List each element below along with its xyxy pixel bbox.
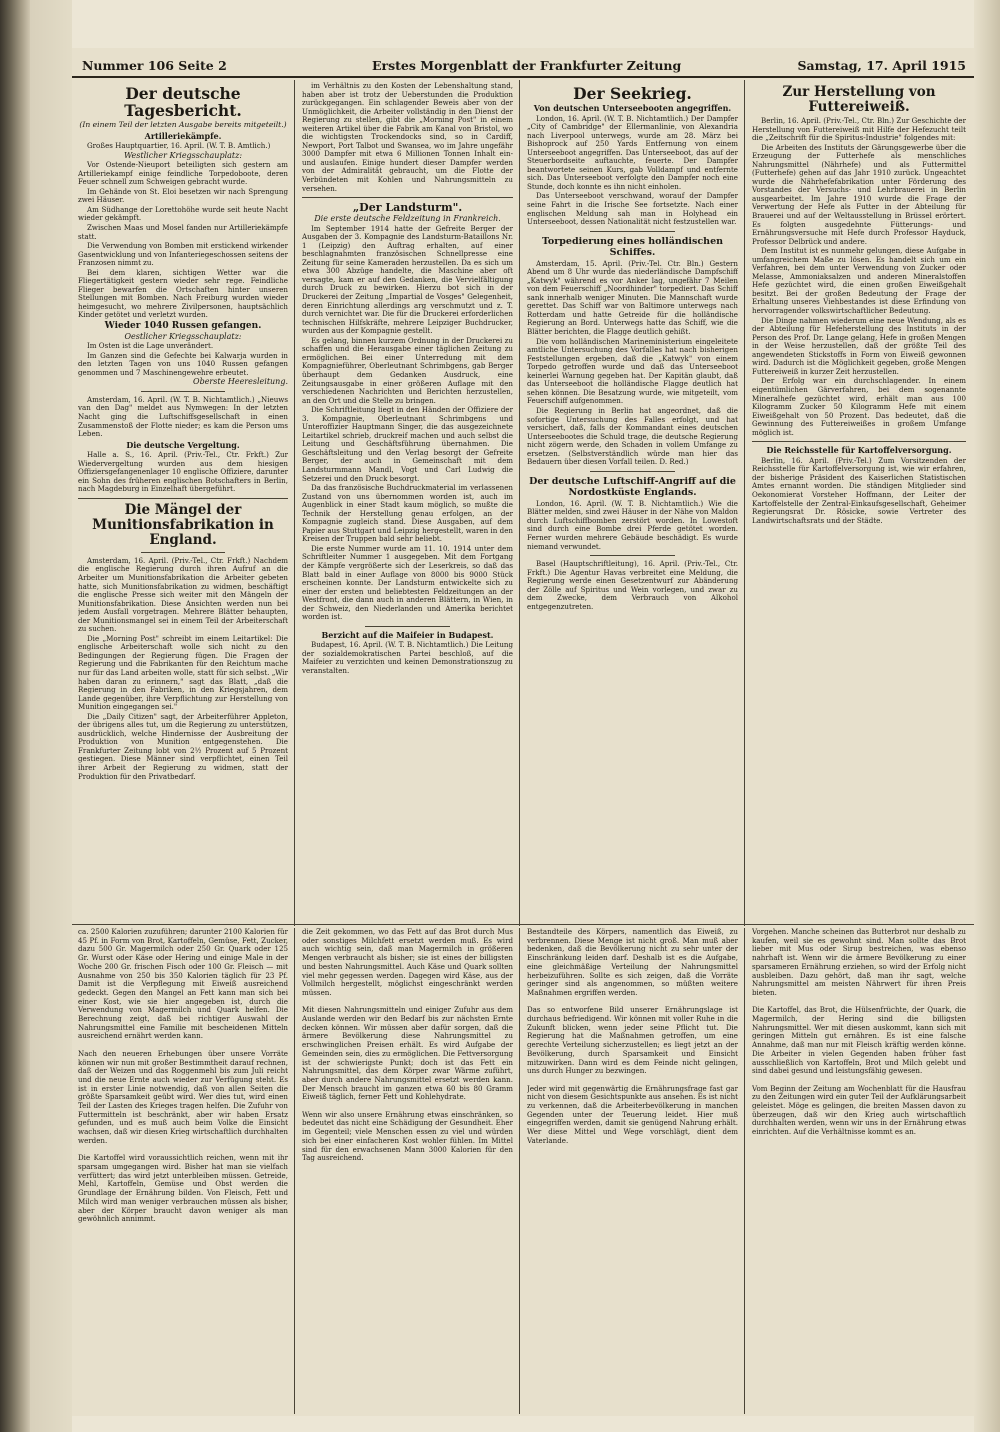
paragraph: Amsterdam, 15. April. (Priv.-Tel. Ctr. Bln.) Gestern Abend um 8 Uhr wurde das niederländische Dampfschiff „Katwyk" während es vor Anker lag, ungefähr 7 Meilen von dem Feuerschiff „Noordhinder" torpediert. Das Schiff sank innerhalb weniger Minuten. Die Mannschaft wurde gerettet. Das Schiff war von Baltimore unterwegs nach Rotterdam und hatte Getreide für die holländische Regierung an Bord. Unterwegs hatte das Schiff, wie die Blätter berichten, die Flagge deutlich gehißt.: [527, 258, 738, 337]
masthead: [72, 56, 974, 76]
paragraph: Budapest, 16. April. (W. T. B. Nichtamtlich.) Die Leitung der sozialdemokratischen Partei beschloß, auf die Maifeier zu verzichten und keinen Demonstrationszug zu veranstalten.: [302, 640, 513, 675]
paragraph: Bei dem klaren, sichtigen Wetter war die Fliegertätigkeit gestern wieder sehr rege. Feindliche Flieger bewarfen die Ortschaften hinter unseren Stellungen mit Bomben. Nach Freiburg wurden wieder heimgesucht, wo mehrere Zivilpersonen, hauptsächlich Kinder getötet und verletzt wurden.: [78, 267, 288, 320]
paragraph: Berlin, 16. April. (Priv.-Tel., Ctr. Bln.) Zur Geschichte der Herstellung von Futtereiweiß mit Hilfe der Hefezucht teilt die „Zeitschrift für die Spiritus-Industrie" folgendes mit:: [752, 116, 966, 143]
subheading: Der deutsche Luftschiff-Angriff auf die Nordostküste Englands.: [529, 475, 736, 498]
paragraph: Dem Institut ist es nunmehr gelungen, diese Aufgabe in umfangreichem Maße zu lösen. Es handelt sich um ein Verfahren, bei dem unter Verwendung von Zucker oder Melasse, Ammoniaksalzen und anderen Mineralstoffen Hefe gezüchtet wird, die einen großen Eiweißgehalt besitzt. Bei der großen Bedeutung der Frage der Erhaltung unseres Viehbestandes ist diese Erfindung von hervorragender volkswirtschaftlicher Bedeutung.: [752, 246, 966, 316]
paragraph: Amsterdam, 16. April. (W. T. B. Nichtamtlich.) „Nieuws van den Dag" meldet aus Nymwegen: In der letzten Nacht ging die Luftschiffsgesellschaft in einen Zusammenstoß der Flotte nieder; es kam die Person ums Leben.: [78, 394, 288, 439]
paragraph: Die vom holländischen Marineministerium eingeleitete amtliche Untersuchung des Vorfalles hat nach bisherigen Feststellungen ergeben, daß die „Katwyk" von einem Torpedo getroffen wurde und daß das Unterseeboot keinerlei Warnung gegeben hat. Der Kapitän glaubt, daß das Unterseeboot die holländische Flagge deutlich hat sehen können. Die Besatzung wurde, wie mitgeteilt, vom Feuerschiff aufgenommen.: [527, 336, 738, 406]
location-heading: Oestlicher Kriegsschauplatz:: [124, 331, 242, 341]
issue-number: Nummer 106 Seite 2: [82, 58, 227, 73]
paragraph: Da das französische Buchdruckmaterial im verlassenen Zustand von uns übernommen worden ist, auch im Augenblick in einer Stadt kaum möglich, so mußte die Technik der Herstellung genau erfolgen, an der Kompagnie zugleich stand. Diese Ausgaben, auf dem Papier aus Stuttgart und Leipzig hergestellt, waren in den Kreisen der Truppen bald sehr beliebt.: [302, 483, 513, 544]
subheading: Torpedierung eines holländischen Schiffes.: [541, 235, 724, 258]
lower-section: [72, 928, 974, 1416]
column-rule: [744, 928, 745, 1414]
page-edge: [974, 0, 1000, 1432]
separator: [302, 197, 513, 198]
column-rule: [294, 928, 295, 1414]
paragraph: Berlin, 16. April. (Priv.-Tel.) Zum Vorsitzenden der Reichsstelle für Kartoffelversorgung ist, wie wir erfahren, der bisherige Präsident des Kaiserlichen Statistischen Amtes ernannt worden. Die ständigen Mitglieder sind Oekonomierat Vorsteher Hoffmann, der Leiter der Kartoffelstelle der Zentral-Einkaufsgesellschaft, Geheimer Regierungsrat Dr. Rösicke, sowie Vertreter des Landwirtschaftsrats und der Städte.: [752, 455, 966, 525]
newspaper-name: Erstes Morgenblatt der Frankfurter Zeitung: [372, 58, 682, 73]
paragraph: Die Regierung in Berlin hat angeordnet, daß die sofortige Untersuchung des Falles erfolgt, und hat versichert, daß, falls der Kommandant eines deutschen Unterseebootes die Schuld trage, die deutsche Regierung nicht zögern werde, den Schaden in vollem Umfange zu ersetzen. (Selbstverständlich würde man hier das Bedauern über diesen Vorfall teilen. D. Red.): [527, 405, 738, 467]
lower-column-2: die Zeit gekommen, wo das Fett auf das Brot durch Mus oder sonstiges Milchfett ersetzt werden muß. Es wird auch wichtig sein, daß man Magermilch in größeren Mengen verbraucht als bisher; sie ist eines der billigsten und besten Nahrungsmittel. Auch Käse und Quark sollten viel mehr gegessen werden. Dagegen wird Käse, aus der Vollmilch hergestellt, möglichst eingeschränkt werden müssen. Mit diesen Nahrungsmitteln und einiger Zufuhr aus dem Auslande werden wir den Bedarf bis zur nächsten Ernte decken können. Wir müssen aber dafür sorgen, daß die ärmere Bevölkerung diese Nahrungsmittel zu erschwinglichen Preisen erhält. Es wird Aufgabe der Gemeinden sein, dies zu ermöglichen. Die Fettversorgung ist der schwierigste Punkt; doch ist das Fett ein Nahrungsmittel, das dem Körper zwar Wärme zuführt, aber durch andere Nahrungsmittel ersetzt werden kann. Der Mensch braucht im ganzen etwa 60 bis 80 Gramm Eiweiß täglich, ferner Fett und Kohlehydrate. Wenn wir also unsere Ernährung etwas einschränken, so bedeutet das nicht eine Schädigung der Gesundheit. Eher im Gegenteil; viele Menschen essen zu viel und würden sich bei einer einfacheren Kost wohler fühlen. Im Mittel sind für den erwachsenen Mann 3000 Kalorien für den Tag ausreichend.: [302, 928, 513, 1163]
article-title: Der deutsche Tagesbericht.: [124, 84, 242, 120]
subheading: Artilleriekämpfe.: [144, 130, 222, 141]
lower-column-1: ca. 2500 Kalorien zuzuführen; darunter 2100 Kalorien für 45 Pf. in Form von Brot, Kartoffeln, Gemüse, Fett, Zucker, dazu 500 Gr. Magermilch oder 250 Gr. Quark oder 125 Gr. Wurst oder Käse oder Hering und einige Male in der Woche 200 Gr. frischen Fisch oder 100 Gr. Fleisch — mit Ausnahme von 250 bis 350 Kalorien täglich für 23 Pf. Damit ist die Verpflegung mit Eiweiß ausreichend gedeckt. Gegen den Mangel an Fett kann man sich bei einer Kost, wie sie hier angegeben ist, durch die Verwendung von Magermilch und Quark helfen. Die Berechnung zeigt, daß bei richtiger Auswahl der Nahrungsmittel eine Familie mit bescheidenen Mitteln ausreichend ernährt werden kann. Nach den neueren Erhebungen über unsere Vorräte können wir nun mit großer Bestimmtheit darauf rechnen, daß der Weizen und das Roggenmehl bis zum Juli reicht und die neue Ernte auch wieder zur Verfügung steht. Es ist in erster Linie notwendig, daß von allen Seiten die größte Sparsamkeit geübt wird. Wer dies tut, wird einen Teil der Lasten des Krieges tragen helfen. Die Zufuhr von Futtermitteln ist beschränkt, aber wir haben Ersatz gefunden, und es muß auch beim Volke die Einsicht wachsen, daß wir diesen Krieg wirtschaftlich durchhalten werden. Die Kartoffel wird voraussichtlich reichen, wenn mit ihr sparsam umgegangen wird. Bisher hat man sie vielfach verfüttert; das wird jetzt unterbleiben müssen. Getreide, Mehl, Kartoffeln, Gemüse und Obst werden die Grundlage der Ernährung bilden. Von Fleisch, Fett und Milch wird man weniger verbrauchen müssen als bisher, aber der Körper braucht davon weniger als man gewöhnlich annimmt.: [78, 928, 288, 1224]
column-4: [752, 82, 966, 920]
subheading: Die Reichsstelle für Kartoffelversorgung.: [766, 445, 952, 456]
separator: [78, 498, 288, 499]
article-title: Zur Herstellung von Futtereiweiß.: [782, 84, 936, 115]
paragraph: Am Südhange der Lorettohöhe wurde seit heute Nacht wieder gekämpft.: [78, 204, 288, 223]
subheading: Von deutschen Unterseebooten angegriffen.: [533, 103, 732, 113]
column-rule: [519, 928, 520, 1414]
paragraph: Die „Morning Post" schreibt im einem Leitartikel: Die englische Arbeiterschaft wolle sich nicht zu den Bedingungen der Regierung fügen. Die Fragen der Regierung und die Fabrikanten für den Reichtum mache nur für das Land arbeiten wolle, statt für sich selbst. „Wir haben daran zu erinnern," sagt das Blatt, „daß die Regierung in den Fabriken, in den Kriegsjahren, dem Lande gegenüber, ihre Verpflichtung zur Herstellung von Munition eingegangen sei.": [78, 633, 288, 712]
separator: [141, 552, 225, 553]
paragraph: London, 16. April. (W. T. B. Nichtamtlich.) Wie die Blätter melden, sind zwei Häuser in der Nähe von Maldon durch Luftschiffbomben zerstört worden. In Lowestoft sind durch eine Bombe drei Pferde getötet worden. Ferner wurden mehrere Gebäude beschädigt. Es wurde niemand verwundet.: [527, 498, 738, 551]
paragraph: Die „Daily Citizen" sagt, der Arbeiterführer Appleton, der übrigens alles tut, um die Regierung zu unterstützen, ausdrücklich, welche Hindernisse der Ausbreitung der Produktion von Munition entgegenstehen. Die Frankfurter Zeitung lobt von 2½ Prozent auf 5 Prozent gestiegen. Diese Männer sind verpflichtet, einen Teil ihrer Arbeit der Regierung zu widmen, statt der Produktion für den Privatbedarf.: [78, 711, 288, 781]
column-rule: [519, 80, 520, 926]
separator: [590, 555, 674, 556]
article-dek: (In einem Teil der letzten Ausgabe bereits mitgeteilt.): [79, 120, 287, 129]
column-rule: [294, 80, 295, 926]
paragraph: Das Unterseeboot verschwand, worauf der Dampfer seine Fahrt in die Irische See fortsetzte. Nach einer englischen Meldung sah man in Holyhead ein Unterseeboot, dessen Nationalität nicht festzustellen war.: [527, 191, 738, 227]
paragraph: Die Dinge nahmen wiederum eine neue Wendung, als es der Abteilung für Hefeherstellung des Instituts in der Person des Prof. Dr. Lange gelang, Hefe in großen Mengen in der Weise herzustellen, daß der größte Teil des angewendeten Stickstoffs in Form von Eiweiß gewonnen wird. Dadurch ist die Möglichkeit gegeben, große Mengen Futtereiweiß in kurzer Zeit herzustellen.: [752, 315, 966, 376]
section-rule: [72, 924, 974, 925]
paragraph: Großes Hauptquartier, 16. April. (W. T. B. Amtlich.): [87, 141, 271, 151]
paragraph: im Verhältnis zu den Kosten der Lebenshaltung stand, haben aber ist trotz der Ueberstunden die Produktion zurückgegangen. Ein schlagender Beweis aber von der Unmöglichkeit, die Arbeiter vollständig in den Dienst der Regierung zu stellen, gibt die „Morning Post" in einem weiteren Artikel über die Fabrik am Kanal von Bristol, wo die wichtigsten Trockendocks sind, so in Cardiff, Newport, Port Talbot und Swansea, wo im Jahre ungefähr 3000 Dampfer mit etwa 6 Millionen Tonnen Inhalt ein- und auslaufen. Einige hundert dieser Dampfer werden von der Admiralität gebraucht, um die Flotte der Verbündeten mit Kohlen und Nahrungsmitteln zu versehen.: [302, 82, 513, 193]
subheading: Die deutsche Vergeltung.: [126, 439, 240, 450]
subheading: Wieder 1040 Russen gefangen.: [104, 321, 262, 332]
paragraph: London, 16. April. (W. T. B. Nichtamtlich.) Der Dampfer „City of Cambridge" der Ellermanlinie, von Alexandria nach Liverpool unterwegs, wurde am 28. März bei Bishoprock auf 250 Yards Entfernung von einem Unterseeboot angegriffen. Das Unterseeboot, das auf der Steuerbordseite auftauchte, feuerte. Der Dampfer beantwortete seinen Kurs, gab Volldampf und entfernte sich. Das Unterseeboot verfolgte den Dampfer noch eine Stunde, doch konnte es ihn nicht einholen.: [527, 113, 738, 191]
separator: [590, 231, 674, 232]
article-dek: Die erste deutsche Feldzeitung in Frankreich.: [314, 214, 501, 224]
newspaper-page: [72, 48, 974, 1416]
location-heading: Westlicher Kriegsschauplatz:: [123, 150, 243, 160]
lower-column-3: Bestandteile des Körpers, namentlich das Eiweiß, zu verbrennen. Diese Menge ist nicht groß. Man muß aber bedenken, daß die Bevölkerung nicht zu sehr unter der Einschränkung leiden darf. Deshalb ist es die Aufgabe, eine gleichmäßige Verteilung der Nahrungsmittel herbeizuführen. Sollte es sich zeigen, daß die Vorräte geringer sind als angenommen, so müßten weitere Maßnahmen ergriffen werden. Das so entworfene Bild unserer Ernährungslage ist durchaus befriedigend. Wir können mit voller Ruhe in die Zukunft blicken, wenn jeder seine Pflicht tut. Die Regierung hat die Maßnahmen getroffen, um eine gerechte Verteilung sicherzustellen; es liegt jetzt an der Bevölkerung, durch Sparsamkeit und Einsicht mitzuwirken. Dann wird es dem Feinde nicht gelingen, uns durch Hunger zu bezwingen. Jeder wird mit gegenwärtig die Ernährungsfrage fast gar nicht von diesem Gesichtspunkte aus ansehen. Es ist nicht zu verkennen, daß die Arbeiterbevölkerung in manchen Gegenden unter der Teuerung leidet. Hier muß eingegriffen werden, damit sie genügend Nahrung erhält. Wer diese Mittel und Wege vorschlägt, dient dem Vaterlande.: [527, 928, 738, 1145]
paragraph: Die erste Nummer wurde am 11. 10. 1914 unter dem Schriftleiter Nummer 1 ausgegeben. Mit dem Fortgang der Kämpfe vergrößerte sich der Leserkreis, so daß das Blatt bald in einer Auflage von 8000 bis 9000 Stück erscheinen konnte. Der Landsturm entwickelte sich zu einer der ersten und beliebtesten Feldzeitungen an der Westfront, die dann auch in anderen Blättern, in Wien, in der Schweiz, den Niederlanden und Amerika berichtet worden ist.: [302, 543, 513, 622]
paragraph: Im September 1914 hatte der Gefreite Berger der Ausgaben der 3. Kompagnie des Landsturm-Bataillons Nr. 1 (Leipzig) den Auftrag erhalten, auf einer beschlagnahmten französischen Schnellpresse eine Zeitung für seine Kameraden herzustellen. Da es sich um etwa 300 Abzüge handelte, die Maschine aber oft versagte, kam er auf den Gedanken, die Vervielfältigung durch Druck zu bewirken. Hierzu bot sich in der Druckerei der Zeitung „Impartial de Vosges" Gelegenheit, deren Einrichtung allerdings arg verschmutzt und z. T. durch vernichtet war. Die für die Druckerei erforderlichen technischen Hilfskräfte, mehrere Leipziger Buchdrucker, wurden aus der Kompagnie gestellt.: [302, 223, 513, 336]
column-rule: [744, 80, 745, 926]
article-title: Der Seekrieg.: [573, 84, 692, 103]
paragraph: Es gelang, binnen kurzem Ordnung in der Druckerei zu schaffen und die Herausgabe einer täglichen Zeitung zu ermöglichen. Bei einer Unterredung mit dem Kompagnieführer, Oberleutnant Schrimbgens, gab Berger überhaupt dem Gedanken Ausdruck, eine Zeitungsausgabe in einer größeren Auflage mit den verschiedenen Nachrichten und Berichten herzustellen, an den Ort und die Stelle zu bringen.: [302, 335, 513, 405]
paragraph: Halle a. S., 16. April. (Priv.-Tel., Ctr. Frkft.) Zur Wiedervergeltung wurden aus dem hiesigen Offiziersgefangenenlager 10 englische Offiziere, darunter ein Sohn des früheren englischen Botschafters in Berlin, nach Magdeburg in Einzelhaft übergeführt.: [78, 450, 288, 494]
paragraph: Die Schriftleitung liegt in den Händen der Offiziere der 3. Kompagnie, Oberleutnant Schrimbgens und Unteroffizier Hauptmann Singer, die das ausgezeichnete Leitartikel schrieb, druckreif machen und auch selbst die Leitung und Geschäftsführung übernahmen. Die Geschäftsleitung und den Verlag besorgt der Gefreite Berger, der auch in Gemeinschaft mit dem Landsturmmann Mandl, Vogt und Carl Ludwig die Setzerei und den Druck besorgt.: [302, 405, 513, 483]
article-title: „Der Landsturm".: [352, 201, 463, 215]
column-2: [302, 82, 513, 920]
masthead-rule: [72, 76, 974, 78]
issue-date: Samstag, 17. April 1915: [797, 58, 966, 73]
separator: [752, 441, 966, 442]
subheading: Berzicht auf die Maifeier in Budapest.: [321, 629, 494, 640]
paragraph: Im Ganzen sind die Gefechte bei Kalwarja wurden in den letzten Tagen von uns 1040 Russen gefangen genommen und 7 Maschinengewehre erbeutet.: [78, 350, 288, 377]
book-binding: [0, 0, 30, 1432]
column-1: [78, 82, 288, 920]
separator: [365, 626, 449, 627]
paragraph: Zwischen Maas und Mosel fanden nur Artilleriekämpfe statt.: [78, 223, 288, 241]
paragraph: Vor Ostende-Nieuport beteiligten sich gestern am Artilleriekampf einige feindliche Torpedoboote, deren Feuer schnell zum Schweigen gebracht wurde.: [78, 160, 288, 187]
paragraph: Die Arbeiten des Instituts der Gärungsgewerbe über die Erzeugung der Futterhefe als menschliches Nahrungsmittel (Nährhefe) und als Futtermittel (Futterhefe) gehen auf das Jahr 1910 zurück. Ungeachtet wurde die Nährhefefabrikation unter Förderung des Vorstandes der Versuchs- und Lehrbrauerei in Berlin ausgearbeitet. Im Jahre 1910 wurde die Frage der Verwertung der Hefe als Futter in der Abteilung für Brauerei und auf der Weltausstellung in Brüssel erörtert. Es folgten ausgedehnte Fütterungs- und Ernährungsversuche mit Hefe durch Professor Hayduck, Professor Delbrück und andere.: [752, 142, 966, 246]
article-title: Die Mängel der Munitionsfabrikation in England.: [92, 501, 274, 548]
separator: [590, 471, 674, 472]
paragraph: Der Erfolg war ein durchschlagender. In einem eigentümlichen Gärverfahren, bei dem sogenannte Mineralhefe gezüchtet wird, erhält man aus 100 Kilogramm Zucker 50 Kilogramm Hefe mit einem Eiweißgehalt von 50 Prozent. Das bedeutet, daß die Gewinnung des Futtereiweißes in großem Umfange möglich ist.: [752, 376, 966, 437]
paragraph: Im Gehände von St. Eloi besetzen wir nach Sprengung zwei Häuser.: [78, 186, 288, 205]
signature: Oberste Heeresleitung.: [193, 377, 288, 387]
lower-column-4: Vorgehen. Manche scheinen das Butterbrot nur deshalb zu kaufen, weil sie es gewohnt sind. Man sollte das Brot lieber mit Mus oder Sirup bestreichen, was ebenso nahrhaft ist. Wenn wir die ärmere Bevölkerung zu einer sparsameren Ernährung erziehen, so wird der Erfolg nicht ausbleiben. Dazu gehört, daß man ihr sagt, welche Nahrungsmittel am meisten Nährwert für ihren Preis bieten. Die Kartoffel, das Brot, die Hülsenfrüchte, der Quark, die Magermilch, der Hering sind die billigsten Nahrungsmittel. Wer mit diesen auskommt, kann sich mit geringen Mitteln gut ernähren. Es ist eine falsche Annahme, daß man nur mit Fleisch kräftig werden könne. Die Arbeiter in vielen Gegenden haben früher fast ausschließlich von Kartoffeln, Brot und Milch gelebt und sind dabei gesund und leistungsfähig gewesen. Vom Beginn der Zeitung am Wochenblatt für die Hausfrau zu den Zeitungen wird ein guter Teil der Aufklärungsarbeit geleistet. Möge es gelingen, die breiten Massen davon zu überzeugen, daß wir den Krieg auch wirtschaftlich durchhalten werden, wenn wir uns in der Ernährung etwas einrichten. Auf die Verhältnisse kommt es an.: [752, 928, 966, 1137]
page-gutter: [30, 0, 72, 1432]
paragraph: Die Verwendung von Bomben mit erstickend wirkender Gasentwicklung und von Infanteriegeschossen seitens der Franzosen nimmt zu.: [78, 241, 288, 268]
separator: [141, 391, 225, 392]
column-3: [527, 82, 738, 920]
paragraph: Im Osten ist die Lage unverändert.: [87, 341, 214, 351]
paragraph: Basel (Hauptschriftleitung), 16. April. (Priv.-Tel., Ctr. Frkft.) Die Agentur Havas verbreitet eine Meldung, die Regierung werde einen Gesetzentwurf zur Abänderung der Zölle auf Spiritus und Wein vorlegen, und zwar zu dem Zwecke, dem Verbrauch von Alkohol entgegenzutreten.: [527, 559, 738, 611]
paragraph: Amsterdam, 16. April. (Priv.-Tel., Ctr. Frkft.) Nachdem die englische Regierung durch ihren Aufruf an die Arbeiter um Munitionsfabrikation die Arbeiter gebeten hatte, sich Munitionsfabrikation zu widmen, beschäftigt die englische Presse sich weiter mit den Mängeln der Munitionsfabrikation. Diese Ansichten werden nun bei jedem Ausfall vorgetragen. Mehrere Blätter behaupten, der Munitionsmangel sei in einem Teil der Arbeiterschaft zu suchen.: [78, 555, 288, 634]
